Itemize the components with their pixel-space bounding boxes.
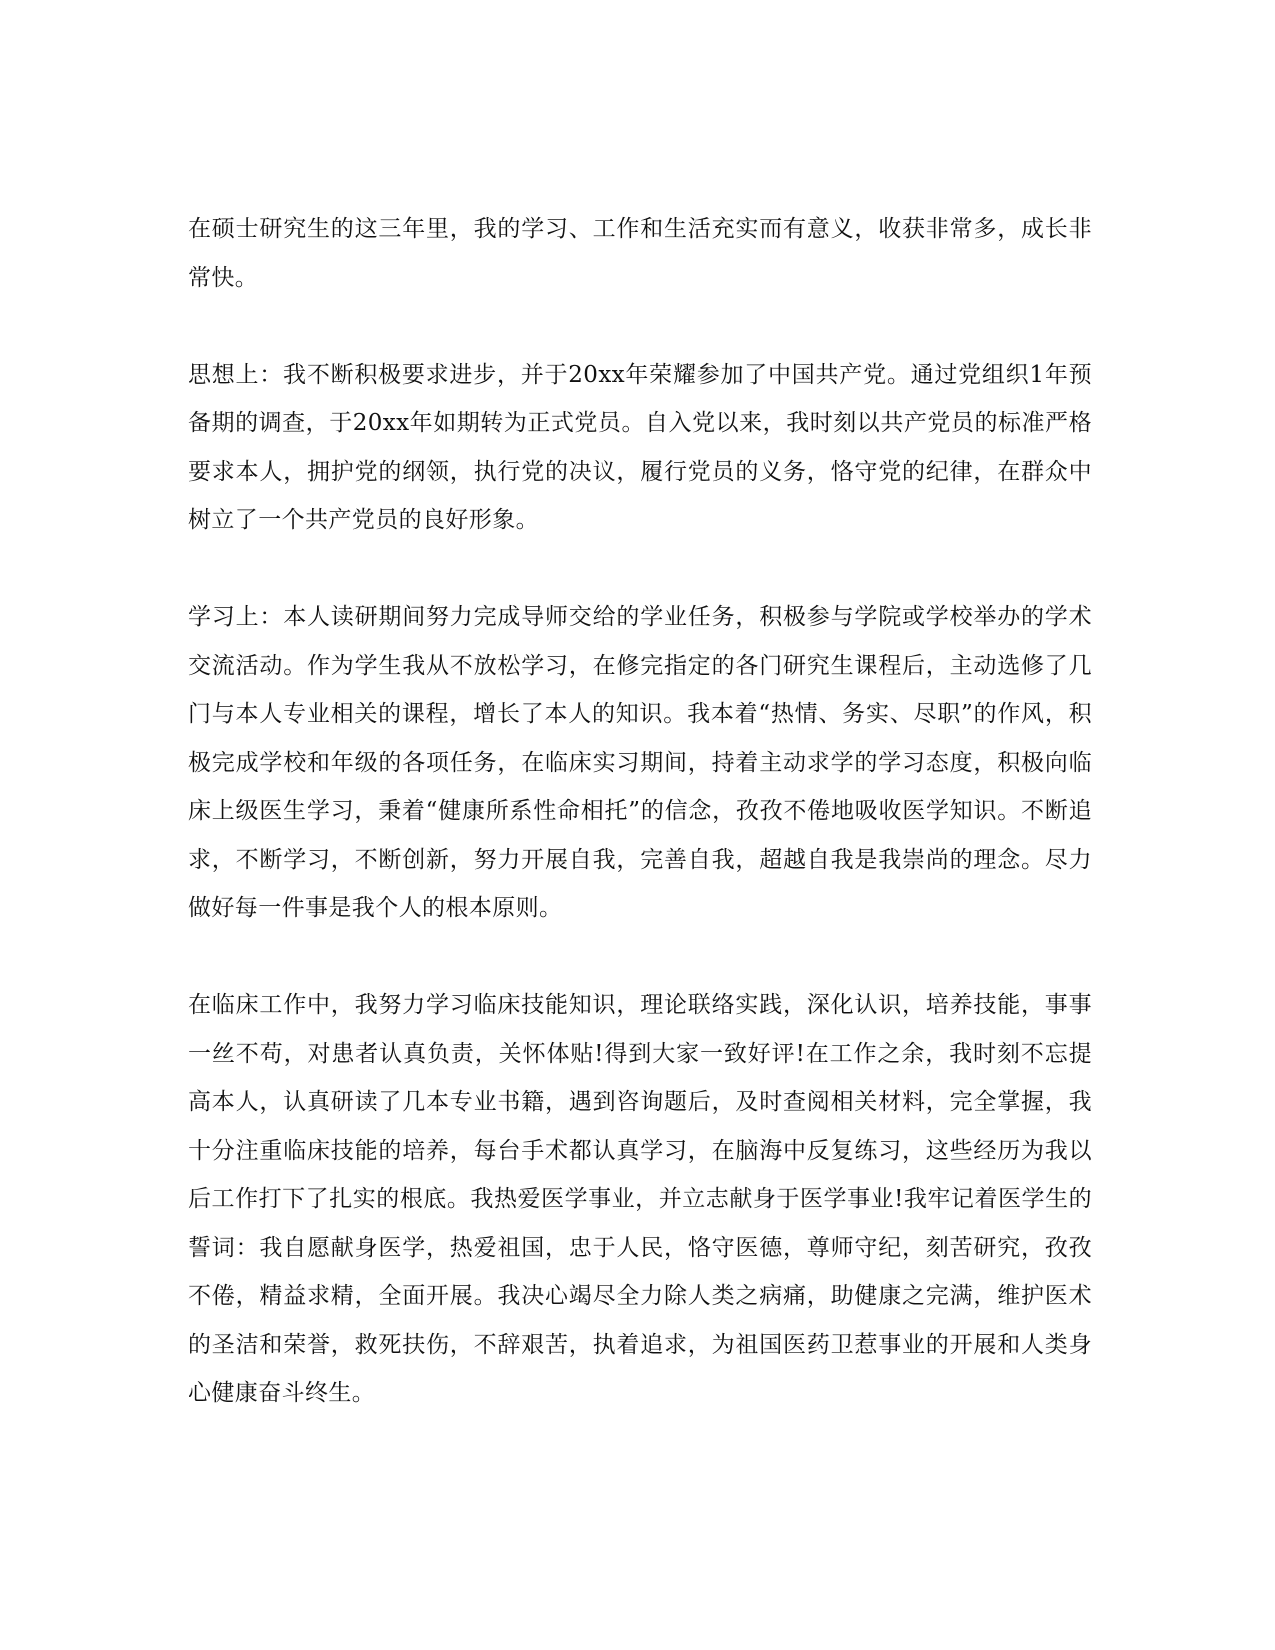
paragraph-study: 学习上：本人读研期间努力完成导师交给的学业任务，积极参与学院或学校举办的学术交流活动。作为学生我从不放松学习，在修完指定的各门研究生课程后，主动选修了几门与本人专业相关的课程，增长了本人的知识。我本着“热情、务实、尽职”的作风，积极完成学校和年级的各项任务，在临床实习期间，持着主动求学的学习态度，积极向临床上级医生学习，秉着“健康所系性命相托”的信念，孜孜不倦地吸收医学知识。不断追求，不断学习，不断创新，努力开展自我，完善自我，超越自我是我崇尚的理念。尽力做好每一件事是我个人的根本原则。 bbox=[188, 604, 1092, 921]
paragraph-intro: 在硕士研究生的这三年里，我的学习、工作和生活充实而有意义，收获非常多，成长非常快。 bbox=[188, 216, 1092, 291]
paragraph-ideology: 思想上：我不断积极要求进步，并于20xx年荣耀参加了中国共产党。通过党组织1年预备期的调查，于20xx年如期转为正式党员。自入党以来，我时刻以共产党员的标准严格要求本人，拥护党的纲领，执行党的决议，履行党员的义务，恪守党的纪律，在群众中树立了一个共产党员的良好形象。 bbox=[188, 361, 1092, 533]
paragraph-clinical-work: 在临床工作中，我努力学习临床技能知识，理论联络实践，深化认识，培养技能，事事一丝不苟，对患者认真负责，关怀体贴!得到大家一致好评!在工作之余，我时刻不忘提高本人，认真研读了几本专业书籍，遇到咨询题后，及时查阅相关材料，完全掌握，我十分注重临床技能的培养，每台手术都认真学习，在脑海中反复练习，这些经历为我以后工作打下了扎实的根底。我热爱医学事业，并立志献身于医学事业!我牢记着医学生的誓词：我自愿献身医学，热爱祖国，忠于人民，恪守医德，尊师守纪，刻苦研究，孜孜不倦，精益求精，全面开展。我决心竭尽全力除人类之病痛，助健康之完满，维护医术的圣洁和荣誉，救死扶伤，不辞艰苦，执着追求，为祖国医药卫惹事业的开展和人类身心健康奋斗终生。 bbox=[188, 992, 1092, 1406]
document-body bbox=[188, 205, 1092, 1466]
